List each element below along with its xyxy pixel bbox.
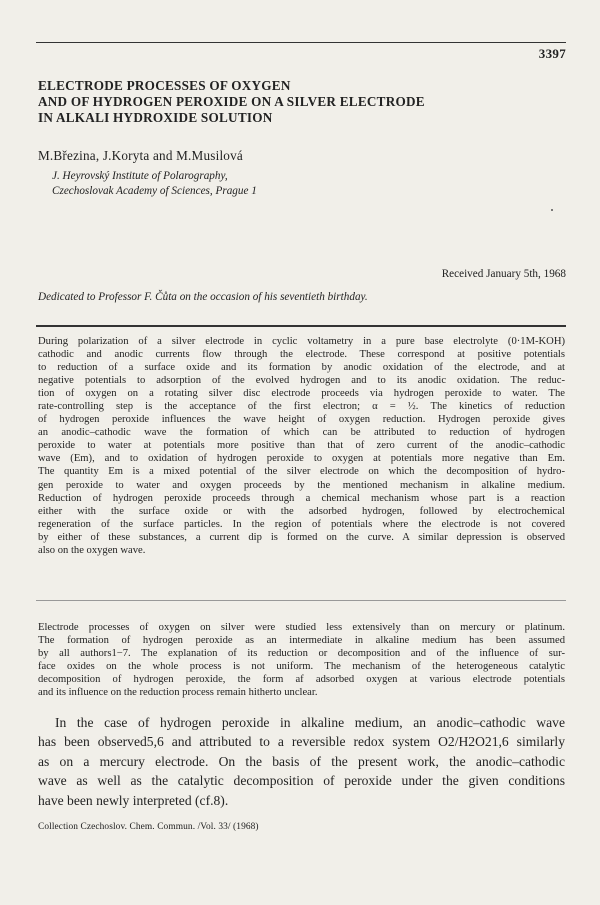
page-number: 3397 — [538, 46, 566, 61]
abstract-line: an anodic–cathodic wave the formation of which can be attributed to reduction of hydrogen — [38, 427, 565, 439]
affiliation-line: J. Heyrovský Institute of Polarography, — [52, 170, 228, 182]
abstract-line: negative potentials to adsorption of the evolved hydrogen and to its anodic oxidation. The reduc- — [38, 375, 565, 387]
affiliation — [52, 169, 257, 198]
abstract-line: The quantity Em is a mixed potential of the silver electrode on which the decomposition of hydro- — [38, 466, 565, 478]
abstract-bottom-rule — [36, 600, 566, 601]
intro-line: Electrode processes of oxygen on silver were studied less extensively than on mercury or platinum. — [38, 622, 565, 633]
journal-citation: Collection Czechoslov. Chem. Commun. /Vol. 33/ (1968) — [38, 822, 259, 832]
body-line: wave as well as the catalytic decomposition of peroxide under the given conditions — [38, 773, 565, 789]
abstract-line: peroxide to water at potentials more positive than that of zero current of the anodic–cathodic — [38, 440, 565, 452]
received-date: Received January 5th, 1968 — [441, 268, 566, 280]
abstract-line: to reduction of a surface oxide and its formation by anodic oxidation of the electrode, and at — [38, 362, 565, 374]
article-title — [38, 78, 558, 126]
intro-line: by all authors1−7. The explanation of its reduction or decomposition and of the influence of sur- — [38, 648, 565, 660]
intro-line: decomposition of hydrogen peroxide, the form af adsorbed oxygen at various electrode potentials — [38, 674, 565, 686]
abstract-line: by either of these substances, a current dip is formed on the curve. A similar depression is observed — [38, 531, 565, 543]
dedication: Dedicated to Professor F. Čůta on the occasion of his seventieth birthday. — [38, 291, 368, 303]
abstract-line: tion of oxygen on a rotating silver disc electrode proceeds via hydrogen peroxide to water. The — [38, 388, 565, 400]
abstract-line: Reduction of hydrogen peroxide proceeds through a chemical mechanism whose part is a reaction — [38, 492, 565, 504]
abstract-line: gen peroxide to water and oxygen proceeds by the mentioned mechanism in alkaline medium. — [38, 479, 565, 491]
scan-speck — [551, 209, 553, 211]
body-line: In the case of hydrogen peroxide in alkaline medium, an anodic–cathodic wave — [55, 715, 565, 730]
abstract-line: also on the oxygen wave. — [38, 544, 146, 556]
header-rule — [36, 42, 566, 43]
body-line: have been newly interpreted (cf.8). — [38, 792, 229, 808]
title-line: AND OF HYDROGEN PEROXIDE ON A SILVER ELECTRODE — [38, 94, 425, 109]
abstract-line: rate-controlling step is the acceptance of the first electron; α = ½. The kinetics of reduction — [38, 401, 565, 413]
abstract-line: either with the surface oxide or with the adsorbed hydrogen, followed by electrochemical — [38, 505, 565, 517]
abstract-line: During polarization of a silver electrode in cyclic voltametry in a pure base electrolyte (0·1M-KOH) — [38, 336, 565, 347]
abstract — [38, 335, 565, 557]
abstract-line: of hydrogen peroxide influences the wave height of oxygen reduction. Hydrogen peroxide gives — [38, 414, 565, 426]
body-line: has been observed5,6 and attributed to a reversible redox system O2/H2O21,6 similarly — [38, 734, 565, 750]
affiliation-line: Czechoslovak Academy of Sciences, Prague 1 — [52, 184, 257, 197]
intro-line: The formation of hydrogen peroxide as an intermediate in alkaline medium has been assumed — [38, 635, 565, 647]
abstract-top-rule — [36, 325, 566, 327]
authors: M.Březina, J.Koryta and M.Musilová — [38, 148, 243, 163]
title-line: ELECTRODE PROCESSES OF OXYGEN — [38, 78, 291, 93]
intro-paragraph — [38, 621, 565, 699]
abstract-line: cathodic and anodic currents flow through the electrode. These correspond at positive potentials — [38, 349, 565, 361]
abstract-line: wave (Em), and to oxidation of hydrogen peroxide to oxygen at potentials more negative than Em. — [38, 453, 565, 465]
intro-line: and its influence on the reduction process remain hitherto unclear. — [38, 687, 318, 699]
abstract-line: regeneration of the surface particles. In the region of potentials where the electrode is not covered — [38, 518, 565, 530]
intro-line: face oxides on the whole process is not uniform. The mechanism of the heterogeneous catalytic — [38, 661, 565, 673]
body-line: as on a mercury electrode. On the basis of the present work, the anodic–cathodic — [38, 753, 565, 769]
title-line: IN ALKALI HYDROXIDE SOLUTION — [38, 110, 273, 125]
body-paragraph — [38, 713, 565, 810]
